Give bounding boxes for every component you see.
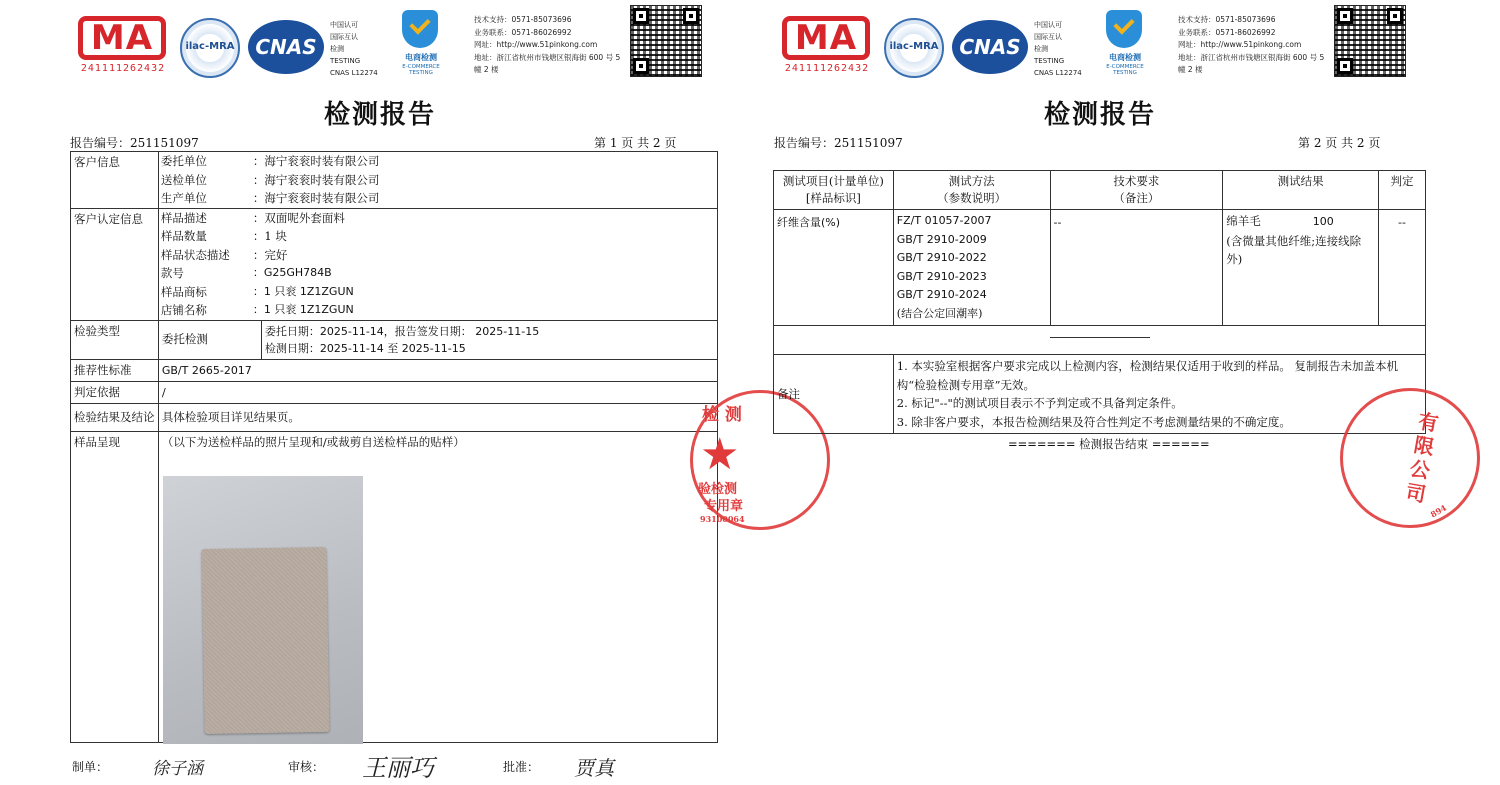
entrust-date: 委托日期：2025-11-14，报告签发日期： 2025-11-15 bbox=[264, 324, 540, 338]
shield-icon bbox=[402, 10, 438, 48]
seal-text-mid2: 专用章 bbox=[704, 499, 744, 514]
reviewed-by-label: 审核： bbox=[288, 760, 325, 774]
field-label: 样品状态描述 bbox=[160, 247, 230, 262]
seal-text-top: 检 测 bbox=[702, 405, 742, 425]
shield-title: 电商检测 bbox=[405, 53, 437, 62]
test-result bbox=[1223, 210, 1379, 326]
cnas-logo bbox=[952, 20, 1028, 74]
report-title: 检测报告 bbox=[323, 100, 436, 130]
inspection-type-value: 委托检测 bbox=[159, 321, 262, 359]
cert-note: 检测 bbox=[1034, 45, 1048, 53]
approved-by-label: 批准： bbox=[503, 760, 540, 774]
column-header: 测试结果 bbox=[1223, 171, 1379, 210]
requirement: -- bbox=[1050, 210, 1223, 326]
field-label: 样品描述 bbox=[160, 210, 207, 225]
report-title: 检测报告 bbox=[1043, 100, 1156, 130]
result-note: (含微量其他纤维;连接线除外) bbox=[1226, 233, 1362, 266]
contact-line: 技术支持：0571-85073696 bbox=[1178, 15, 1276, 24]
basis-label: 判定依据 bbox=[71, 381, 159, 403]
cert-note: 中国认可 bbox=[330, 21, 358, 29]
cert-note: 检测 bbox=[330, 45, 344, 53]
result-name: 绵羊毛 bbox=[1226, 214, 1261, 228]
column-header: 技术要求 （备注） bbox=[1050, 171, 1223, 210]
cma-logo-text: MA bbox=[782, 16, 870, 60]
field-value: ：完好 bbox=[252, 247, 288, 262]
table-row bbox=[71, 403, 718, 431]
cert-note: CNAS L12274 bbox=[330, 69, 378, 77]
star-icon: ★ bbox=[700, 429, 740, 480]
contact-line: 网址：http://www.51pinkong.com bbox=[1178, 40, 1302, 49]
cert-notes bbox=[1034, 19, 1082, 79]
remark-line: 3. 除非客户要求，本报告检测结果及符合性判定不考虑测量结果的不确定度。 bbox=[896, 414, 1291, 429]
cma-logo bbox=[78, 16, 168, 76]
basis-value: / bbox=[158, 381, 717, 403]
field-label: 样品商标 bbox=[160, 284, 207, 299]
fabric-sample bbox=[201, 547, 329, 734]
cma-number: 241111262432 bbox=[80, 63, 166, 74]
field-value: ：海宁衮衮时装有限公司 bbox=[252, 154, 380, 168]
table-row bbox=[71, 381, 718, 403]
method-line: GB/T 2910-2024 bbox=[896, 288, 987, 301]
page-number: 第 2 页 共 2 页 bbox=[1298, 136, 1381, 150]
contact-line: 地址：浙江省杭州市钱塘区银海街 600 号 5 bbox=[1178, 52, 1325, 62]
cma-number: 241111262432 bbox=[784, 63, 870, 74]
approved-by-signature: 贾真 bbox=[574, 756, 614, 780]
contact-line: 业务联系：0571-86026992 bbox=[474, 27, 572, 37]
table-row bbox=[71, 208, 718, 320]
method-line: GB/T 2910-2022 bbox=[896, 251, 987, 264]
field-value: ：海宁衮衮时装有限公司 bbox=[252, 172, 380, 187]
client-info-label: 客户信息 bbox=[71, 152, 159, 209]
shield-title: 电商检测 bbox=[1109, 53, 1141, 62]
field-value: ：G25GH784B bbox=[252, 266, 332, 279]
contact-info bbox=[1178, 14, 1328, 77]
standard-value: GB/T 2665-2017 bbox=[158, 359, 717, 381]
seal-text-mid: 验检测 bbox=[698, 482, 738, 497]
table-row bbox=[774, 210, 1426, 326]
seal-text: 有限公司 bbox=[1403, 408, 1441, 507]
field-label: 生产单位 bbox=[160, 191, 207, 205]
cma-logo-text: MA bbox=[78, 16, 166, 60]
remarks bbox=[893, 355, 1425, 434]
cert-note: TESTING bbox=[1034, 57, 1065, 65]
test-date: 检测日期：2025-11-14 至 2025-11-15 bbox=[264, 341, 466, 355]
cert-note: CNAS L12274 bbox=[1034, 69, 1082, 77]
reviewed-by-signature: 王丽巧 bbox=[362, 754, 434, 782]
inspection-type-label: 检验类型 bbox=[71, 320, 159, 359]
qr-code-icon bbox=[1334, 5, 1406, 77]
contact-line: 业务联系：0571-86026992 bbox=[1178, 27, 1276, 37]
made-by-signature: 徐子涵 bbox=[152, 759, 203, 779]
shield-subtitle: E-COMMERCE TESTING bbox=[402, 64, 440, 76]
ecommerce-testing-logo bbox=[390, 10, 452, 76]
report-number: 报告编号：251151097 bbox=[774, 136, 903, 150]
table-row bbox=[774, 355, 1426, 434]
field-label: 样品数量 bbox=[160, 229, 207, 243]
field-label: 送检单位 bbox=[160, 172, 207, 187]
table-header-row bbox=[774, 171, 1426, 210]
remark-line: 2. 标记"--"的测试项目表示不予判定或不具备判定条件。 bbox=[896, 396, 1183, 410]
ilac-mra-logo bbox=[180, 18, 240, 78]
remark-line: 1. 本实验室根据客户要求完成以上检测内容，检测结果仅适用于收到的样品。 复制报告未加盖本机构“检验检测专用章”无效。 bbox=[896, 359, 1399, 392]
cnas-text: CNAS bbox=[255, 35, 317, 59]
table-row bbox=[71, 359, 718, 381]
table-row bbox=[774, 326, 1426, 355]
field-value: ：海宁衮衮时装有限公司 bbox=[252, 191, 380, 205]
contact-line: 网址：http://www.51pinkong.com bbox=[474, 40, 598, 49]
field-value: ：1 只衮 1Z1ZGUN bbox=[252, 303, 354, 316]
report-end-marker: ======= 检测报告结束 ====== bbox=[1008, 437, 1210, 451]
page-number: 第 1 页 共 2 页 bbox=[594, 136, 677, 150]
test-item: 纤维含量(%) bbox=[774, 210, 894, 326]
ilac-mra-text: ilac-MRA bbox=[889, 41, 939, 52]
qr-code-icon bbox=[630, 5, 702, 77]
seal-number: 894 bbox=[1428, 502, 1449, 520]
column-header: 判定 bbox=[1379, 171, 1426, 210]
sample-presentation-label: 样品呈现 bbox=[71, 431, 159, 742]
seal-number: 93100064 bbox=[700, 514, 745, 524]
field-value: ：1 块 bbox=[252, 229, 287, 243]
sample-info-label: 客户认定信息 bbox=[71, 208, 159, 320]
field-label: 店铺名称 bbox=[160, 303, 207, 317]
cnas-logo bbox=[248, 20, 324, 74]
method-line: (结合公定回潮率) bbox=[896, 306, 983, 320]
company-seal bbox=[1340, 388, 1480, 528]
report-number: 报告编号：251151097 bbox=[70, 136, 199, 150]
separator-line bbox=[1050, 337, 1150, 338]
sample-photo bbox=[163, 476, 363, 744]
ecommerce-testing-logo bbox=[1094, 10, 1156, 76]
column-header: 测试项目(计量单位) [样品标识] bbox=[774, 171, 894, 210]
table-row bbox=[71, 152, 718, 209]
contact-line: 幢 2 楼 bbox=[1178, 65, 1203, 74]
test-methods bbox=[893, 210, 1050, 326]
method-line: GB/T 2910-2023 bbox=[896, 269, 987, 283]
spacer-row bbox=[774, 326, 1426, 355]
standard-label: 推荐性标准 bbox=[71, 359, 159, 381]
ilac-mra-text: ilac-MRA bbox=[185, 41, 235, 52]
sample-presentation-note: （以下为送检样品的照片呈现和/或裁剪自送检样品的贴样） bbox=[158, 431, 717, 742]
report-page-2 bbox=[750, 0, 1500, 785]
field-label: 委托单位 bbox=[160, 154, 207, 168]
conclusion-label: 检验结果及结论 bbox=[71, 403, 159, 431]
method-line: FZ/T 01057-2007 bbox=[896, 214, 992, 227]
conclusion-value: 具体检验项目详见结果页。 bbox=[158, 403, 717, 431]
contact-line: 地址：浙江省杭州市钱塘区银海街 600 号 5 bbox=[474, 52, 621, 62]
contact-info bbox=[474, 14, 624, 77]
contact-line: 技术支持：0571-85073696 bbox=[474, 15, 572, 24]
cert-notes bbox=[330, 19, 378, 79]
cert-note: 国际互认 bbox=[1034, 33, 1062, 41]
results-table bbox=[773, 170, 1426, 434]
method-line: GB/T 2910-2009 bbox=[896, 232, 987, 246]
table-row bbox=[71, 320, 718, 359]
ilac-mra-logo bbox=[884, 18, 944, 78]
cma-logo bbox=[782, 16, 872, 76]
made-by-label: 制单： bbox=[72, 760, 109, 774]
cert-note: 中国认可 bbox=[1034, 21, 1062, 29]
column-header: 测试方法 （参数说明） bbox=[893, 171, 1050, 210]
judgement: -- bbox=[1379, 210, 1426, 326]
field-value: ：双面呢外套面料 bbox=[252, 210, 345, 225]
field-label: 款号 bbox=[160, 266, 184, 280]
cert-note: 国际互认 bbox=[330, 33, 358, 41]
shield-icon bbox=[1106, 10, 1142, 48]
result-value: 100 bbox=[1312, 215, 1334, 228]
contact-line: 幢 2 楼 bbox=[474, 65, 499, 74]
remarks-label: 备注 bbox=[774, 355, 894, 434]
shield-subtitle: E-COMMERCE TESTING bbox=[1106, 64, 1144, 76]
field-value: ：1 只衮 1Z1ZGUN bbox=[252, 284, 354, 298]
cnas-text: CNAS bbox=[959, 35, 1021, 59]
cert-note: TESTING bbox=[330, 57, 361, 65]
